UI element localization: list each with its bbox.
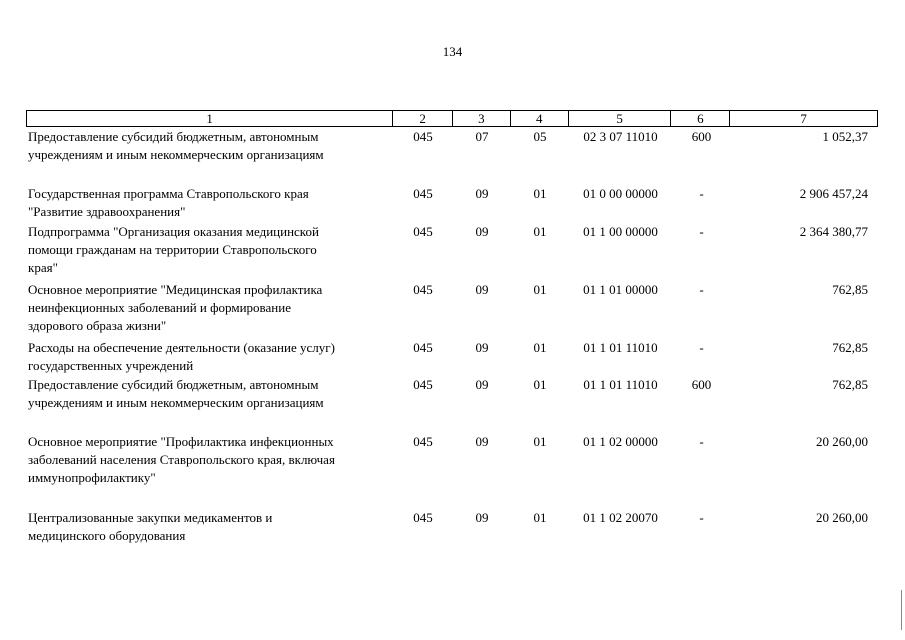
table-row	[26, 376, 878, 412]
row-col-7: 2 906 457,24	[799, 186, 868, 201]
row-col-7: 2 364 380,77	[799, 224, 868, 239]
row-name-line: заболеваний населения Ставропольского края, включая	[28, 452, 335, 467]
header-col-2: 2	[393, 111, 453, 126]
row-name-line: медицинского оборудования	[28, 528, 186, 543]
header-col-1: 1	[27, 111, 393, 126]
row-col-7: 20 260,00	[816, 510, 868, 525]
row-col-2: 045	[413, 224, 433, 239]
table-row	[26, 339, 878, 375]
header-col-7: 7	[800, 111, 807, 126]
row-col-4: 01	[533, 224, 547, 239]
row-col-4: 01	[533, 377, 547, 392]
row-name-line: помощи гражданам на территории Ставропольского	[28, 242, 317, 257]
row-col-7: 762,85	[832, 340, 868, 355]
row-name-line: Централизованные закупки медикаментов и	[28, 510, 273, 525]
header-col-4: 4	[511, 111, 569, 126]
page-number: 134	[442, 44, 463, 59]
table-row	[26, 223, 878, 277]
row-col-7: 1 052,37	[822, 129, 868, 144]
row-name-line: учреждениям и иным некоммерческим организациям	[28, 147, 324, 162]
row-col-7: 20 260,00	[816, 434, 868, 449]
row-col-4: 01	[533, 282, 547, 297]
row-col-6: -	[699, 340, 704, 355]
table-row	[26, 281, 878, 335]
row-col-5: 01 0 00 00000	[583, 186, 658, 201]
row-col-6: -	[699, 186, 704, 201]
row-name-line: Подпрограмма "Организация оказания медицинской	[28, 224, 319, 239]
row-col-6: -	[699, 224, 704, 239]
row-col-3: 09	[475, 186, 489, 201]
row-col-5: 02 3 07 11010	[583, 129, 658, 144]
row-col-4: 05	[533, 129, 547, 144]
row-name-line: "Развитие здравоохранения"	[28, 204, 186, 219]
row-col-2: 045	[413, 186, 433, 201]
row-col-4: 01	[533, 510, 547, 525]
row-col-3: 07	[475, 129, 489, 144]
row-col-2: 045	[413, 377, 433, 392]
row-name-line: Государственная программа Ставропольского края	[28, 186, 309, 201]
row-col-2: 045	[413, 510, 433, 525]
row-col-2: 045	[413, 434, 433, 449]
row-col-4: 01	[533, 434, 547, 449]
row-col-3: 09	[475, 224, 489, 239]
row-name-line: здорового образа жизни"	[28, 318, 167, 333]
row-name	[26, 281, 393, 335]
header-col-3: 3	[453, 111, 511, 126]
row-col-2: 045	[413, 282, 433, 297]
row-col-3: 09	[475, 282, 489, 297]
row-name-line: Предоставление субсидий бюджетным, автономным	[28, 377, 319, 392]
row-name	[26, 509, 393, 545]
row-col-3: 09	[475, 340, 489, 355]
row-col-6: -	[699, 282, 704, 297]
row-name-line: Предоставление субсидий бюджетным, автономным	[28, 129, 319, 144]
row-name	[26, 376, 393, 412]
row-col-2: 045	[413, 129, 433, 144]
row-col-5: 01 1 02 20070	[583, 510, 658, 525]
row-name-line: учреждениям и иным некоммерческим организациям	[28, 395, 324, 410]
row-name-line: государственных учреждений	[28, 358, 194, 373]
row-col-5: 01 1 02 00000	[583, 434, 658, 449]
row-col-5: 01 1 00 00000	[583, 224, 658, 239]
scan-edge-mark	[901, 590, 902, 630]
row-col-5: 01 1 01 11010	[583, 340, 658, 355]
row-col-7: 762,85	[832, 377, 868, 392]
row-name-line: Основное мероприятие "Медицинская профилактика	[28, 282, 323, 297]
row-name-line: края"	[28, 260, 58, 275]
row-col-3: 09	[475, 434, 489, 449]
row-name-line: Расходы на обеспечение деятельности (оказание услуг)	[28, 340, 335, 355]
table-row	[26, 185, 878, 221]
row-name	[26, 433, 393, 487]
row-name-line: неинфекционных заболеваний и формирование	[28, 300, 291, 315]
table-header	[26, 110, 878, 127]
table-row	[26, 433, 878, 487]
header-col-5: 5	[569, 111, 672, 126]
row-name	[26, 128, 393, 164]
row-col-5: 01 1 01 00000	[583, 282, 658, 297]
row-col-2: 045	[413, 340, 433, 355]
row-col-7: 762,85	[832, 282, 868, 297]
row-col-4: 01	[533, 340, 547, 355]
row-name	[26, 339, 393, 375]
row-col-6: 600	[691, 377, 712, 392]
row-col-6: -	[699, 434, 704, 449]
row-col-3: 09	[475, 377, 489, 392]
table-row	[26, 128, 878, 164]
row-col-4: 01	[533, 186, 547, 201]
row-name	[26, 185, 393, 221]
table-row	[26, 509, 878, 545]
row-name-line: иммунопрофилактику"	[28, 470, 156, 485]
row-col-6: -	[699, 510, 704, 525]
row-name-line: Основное мероприятие "Профилактика инфекционных	[28, 434, 334, 449]
row-col-3: 09	[475, 510, 489, 525]
row-name	[26, 223, 393, 277]
row-col-6: 600	[691, 129, 712, 144]
header-col-6: 6	[671, 111, 730, 126]
row-col-5: 01 1 01 11010	[583, 377, 658, 392]
